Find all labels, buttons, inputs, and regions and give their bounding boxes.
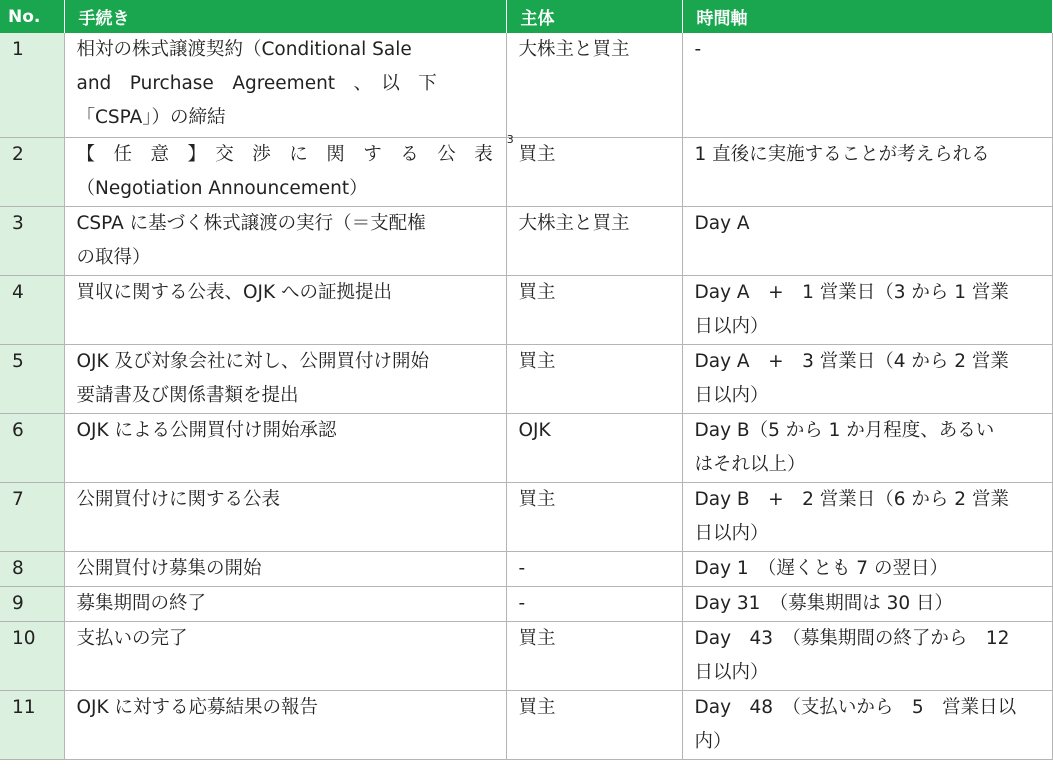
table-row (0, 344, 1052, 413)
procedure-line (77, 552, 496, 586)
timeline-cell (682, 690, 1052, 759)
procedure-text: OJK による公開買付け開始承認 (76, 419, 337, 441)
procedure-line (77, 241, 496, 275)
header-row (0, 0, 1052, 33)
timeline-cell (682, 482, 1052, 551)
procedure-cell (64, 275, 506, 344)
timeline-line: Day 31 （募集期間は 30 日） (694, 592, 954, 614)
table-row (0, 482, 1052, 551)
actor-cell: 大株主と買主 (506, 33, 682, 137)
timeline-cell (682, 206, 1052, 275)
actor-cell: 買主 (506, 621, 682, 690)
actor-cell: - (506, 551, 682, 586)
actor-cell: 買主 (506, 690, 682, 759)
procedure-cell (64, 132, 514, 206)
timeline-line: Day 48 （支払いから 5 営業日以 (694, 696, 1017, 718)
procedure-cell (64, 690, 506, 759)
table-row (0, 551, 1052, 586)
actor-cell: 大株主と買主 (506, 206, 682, 275)
procedure-text: and Purchase Agreement 、 以 下 (76, 73, 437, 94)
row-number: 11 (0, 690, 64, 759)
procedure-text: 買収に関する公表、OJK への証拠提出 (76, 281, 393, 303)
actor-cell: 買主 (506, 344, 682, 413)
procedure-line (77, 587, 496, 621)
procedure-line (77, 33, 496, 67)
procedure-line (77, 207, 496, 241)
row-number: 8 (0, 551, 64, 586)
timeline-line: Day 1 （遅くとも 7 の翌日） (694, 557, 948, 579)
procedure-line (77, 276, 496, 310)
procedure-line (77, 101, 496, 135)
timeline-line: 日以内） (694, 522, 769, 544)
procedure-line (77, 67, 496, 101)
timeline-line: - (694, 39, 702, 60)
procedure-cell (64, 413, 506, 482)
procedure-text: （Negotiation Announcement） (76, 177, 368, 199)
procedure-cell (64, 344, 506, 413)
actor-cell: 買主 (506, 275, 682, 344)
row-number: 2 (0, 137, 64, 206)
row-number: 7 (0, 482, 64, 551)
row-number: 1 (0, 33, 64, 137)
table-row (0, 206, 1052, 275)
timeline-line: 日以内） (694, 661, 769, 683)
row-number: 4 (0, 275, 64, 344)
procedure-cell (64, 586, 506, 621)
procedure-line (77, 379, 496, 413)
footnote-marker: 3 (506, 132, 514, 146)
header-procedure: 手続き (64, 0, 506, 33)
procedure-text: 要請書及び関係書類を提出 (76, 384, 299, 406)
actor-cell: OJK (506, 413, 682, 482)
procedure-line (77, 622, 496, 656)
timeline-cell (682, 413, 1052, 482)
procedure-text: OJK 及び対象会社に対し、公開買付け開始 (76, 350, 430, 372)
procedure-text: OJK に対する応募結果の報告 (76, 696, 319, 718)
procedure-text: 募集期間の終了 (76, 592, 207, 614)
timeline-line: 日以内） (694, 315, 769, 337)
timeline-line: 日以内） (694, 384, 769, 406)
timeline-line: Day 43 （募集期間の終了から 12 (694, 627, 1010, 649)
row-number: 3 (0, 206, 64, 275)
procedure-text: CSPA に基づく株式譲渡の実行（＝支配権 (76, 212, 426, 234)
timeline-line: Day A + 1 営業日（3 から 1 営業 (694, 281, 1009, 303)
timeline-cell (682, 551, 1052, 586)
timeline-cell (682, 621, 1052, 690)
procedure-cell (64, 482, 506, 551)
actor-cell: - (506, 586, 682, 621)
procedure-cell (64, 621, 506, 690)
timeline-cell (682, 586, 1052, 621)
procedure-text: の取得） (76, 246, 151, 268)
procedure-text: 【 任 意 】 交 渉 に 関 す る 公 表 (76, 143, 493, 165)
table-row (0, 413, 1052, 482)
procedure-text: 支払いの完了 (76, 627, 188, 649)
procedure-text: 「CSPA」）の締結 (76, 107, 226, 128)
timeline-line: はそれ以上） (694, 453, 806, 475)
header-no: No. (0, 0, 64, 33)
table-row (0, 275, 1052, 344)
header-actor: 主体 (506, 0, 682, 33)
row-number: 5 (0, 344, 64, 413)
timeline-cell (682, 344, 1052, 413)
timeline-cell (682, 33, 1052, 137)
procedure-cell (64, 551, 506, 586)
actor-cell: 買主 (506, 482, 682, 551)
timeline-cell (682, 137, 1052, 206)
procedure-line (77, 691, 496, 725)
procedure-cell (64, 206, 506, 275)
table-row (0, 137, 1052, 206)
actor-cell: 買主 (506, 137, 682, 206)
procedure-line (77, 172, 496, 206)
timeline-line: 内） (694, 730, 732, 752)
row-number: 6 (0, 413, 64, 482)
timeline-cell (682, 275, 1052, 344)
timeline-line: Day A + 3 営業日（4 から 2 営業 (694, 350, 1009, 372)
header-timeline: 時間軸 (682, 0, 1052, 33)
procedure-text: 公開買付け募集の開始 (76, 557, 262, 579)
table-row (0, 33, 1052, 137)
table-body (0, 33, 1052, 759)
procedure-line (77, 345, 496, 379)
row-number: 9 (0, 586, 64, 621)
timeline-line: Day B（5 から 1 か月程度、あるい (694, 419, 995, 441)
table-row (0, 621, 1052, 690)
table-row (0, 586, 1052, 621)
timeline-line: Day B + 2 営業日（6 から 2 営業 (694, 488, 1009, 510)
table-row (0, 690, 1052, 759)
procedure-text: 相対の株式譲渡契約（Conditional Sale (76, 39, 412, 60)
timeline-line: 1 直後に実施することが考えられる (694, 143, 990, 165)
timeline-line: Day A (694, 212, 750, 234)
row-number: 10 (0, 621, 64, 690)
procedure-line (77, 483, 496, 517)
procedure-line (77, 414, 496, 448)
procedure-cell (64, 33, 506, 137)
procedure-text: 公開買付けに関する公表 (76, 488, 281, 510)
procedure-line (76, 132, 514, 172)
